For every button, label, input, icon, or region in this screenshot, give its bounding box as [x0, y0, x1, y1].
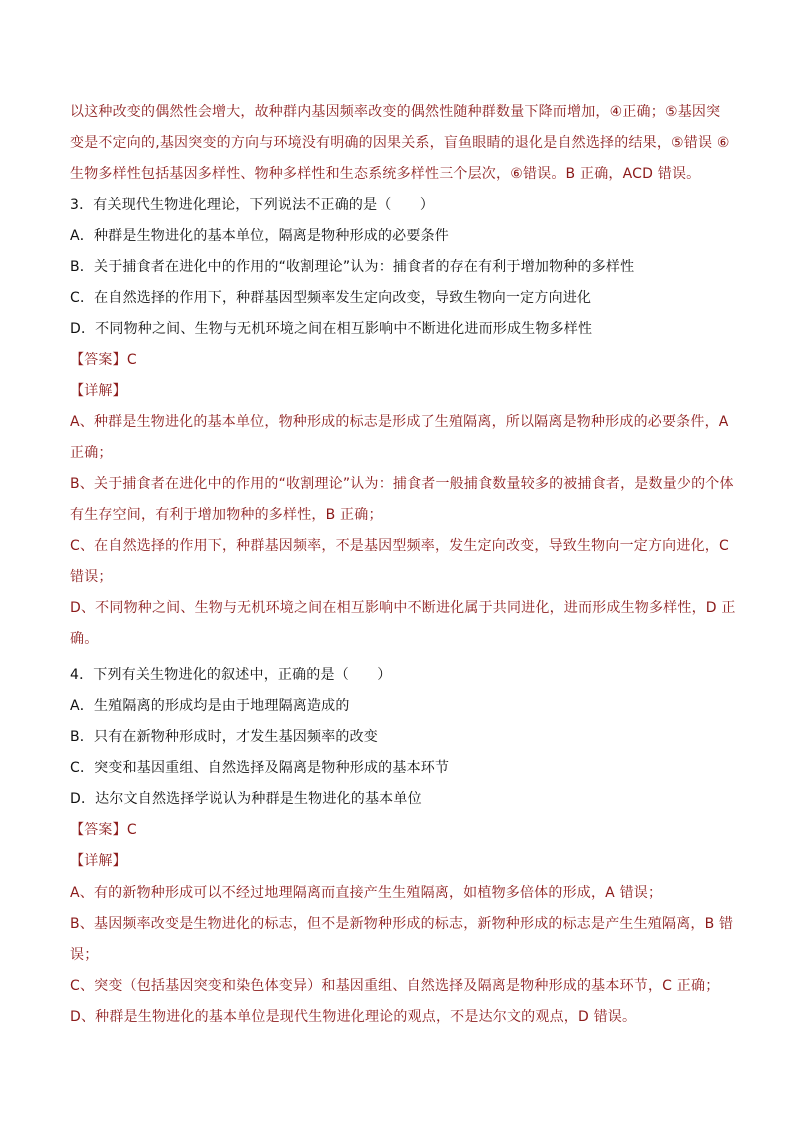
question-4-option-d: D．达尔文自然选择学说认为种群是生物进化的基本单位 [70, 791, 422, 807]
question-3-explanation-line: B、关于捕食者在进化中的作用的“收割理论”认为：捕食者一般捕食数量较多的被捕食者，是数量少的个体 [70, 476, 734, 492]
answer-label: 【答案】 [70, 352, 127, 368]
question-3-explanation-line: A、种群是生物进化的基本单位，物种形成的标志是形成了生殖隔离，所以隔离是物种形成的必要条件，A [70, 414, 729, 430]
question-3-explanation-line: 有生存空间，有利于增加物种的多样性，B 正确； [70, 507, 383, 523]
question-4-answer [70, 820, 730, 840]
question-4-detail-label: 【详解】 [70, 853, 127, 869]
question-4-explanation-line: D、种群是生物进化的基本单位是现代生物进化理论的观点，不是达尔文的观点，D 错误。 [70, 1009, 637, 1025]
question-3-explanation-line: 正确； [70, 445, 113, 461]
question-3-stem: 3．有关现代生物进化理论，下列说法不正确的是（ ） [70, 197, 435, 213]
question-4-stem: 4．下列有关生物进化的叙述中，正确的是（ ） [70, 667, 392, 683]
question-3-option-d: D．不同物种之间、生物与无机环境之间在相互影响中不断进化进而形成生物多样性 [70, 321, 593, 337]
question-3-answer [70, 350, 730, 370]
question-4-explanation-line: B、基因频率改变是生物进化的标志，但不是新物种形成的标志，新物种形成的标志是产生生殖隔离，B 错 [70, 916, 734, 932]
intro-line-1: 以这种改变的偶然性会增大，故种群内基因频率改变的偶然性随种群数量下降而增加，④正确；⑤基因突 [70, 104, 721, 120]
question-3-option-b: B．关于捕食者在进化中的作用的“收割理论”认为：捕食者的存在有利于增加物种的多样性 [70, 259, 635, 275]
answer-value: C [126, 822, 137, 838]
question-3-option-c: C．在自然选择的作用下，种群基因型频率发生定向改变，导致生物向一定方向进化 [70, 290, 592, 306]
answer-value: C [126, 352, 137, 368]
question-3-explanation-line: 确。 [70, 631, 99, 647]
question-3-option-a: A．种群是生物进化的基本单位，隔离是物种形成的必要条件 [70, 228, 449, 244]
question-4-option-a: A．生殖隔离的形成均是由于地理隔离造成的 [70, 698, 350, 714]
answer-label: 【答案】 [70, 822, 127, 838]
question-4-explanation-line: A、有的新物种形成可以不经过地理隔离而直接产生生殖隔离，如植物多倍体的形成，A 错误； [70, 885, 663, 901]
intro-line-2: 变是不定向的,基因突变的方向与环境没有明确的因果关系，盲鱼眼睛的退化是自然选择的结果，⑤错误 ⑥ [70, 135, 730, 151]
question-3-explanation-line: C、在自然选择的作用下，种群基因频率，不是基因型频率，发生定向改变，导致生物向一定方向进化，C [70, 538, 729, 554]
question-4-explanation-line: C、突变（包括基因突变和染色体变异）和基因重组、自然选择及隔离是物种形成的基本环节，C 正确； [70, 978, 720, 994]
question-4-option-b: B．只有在新物种形成时，才发生基因频率的改变 [70, 729, 379, 745]
question-4-explanation-line: 误； [70, 947, 99, 963]
question-3-explanation-line: D、不同物种之间、生物与无机环境之间在相互影响中不断进化属于共同进化，进而形成生物多样性，D 正 [70, 600, 736, 616]
question-3-detail-label: 【详解】 [70, 383, 127, 399]
question-3-explanation-line: 错误； [70, 569, 113, 585]
question-4-option-c: C．突变和基因重组、自然选择及隔离是物种形成的基本环节 [70, 760, 450, 776]
intro-line-3: 生物多样性包括基因多样性、物种多样性和生态系统多样性三个层次，⑥错误。B 正确，ACD 错误。 [70, 166, 701, 182]
